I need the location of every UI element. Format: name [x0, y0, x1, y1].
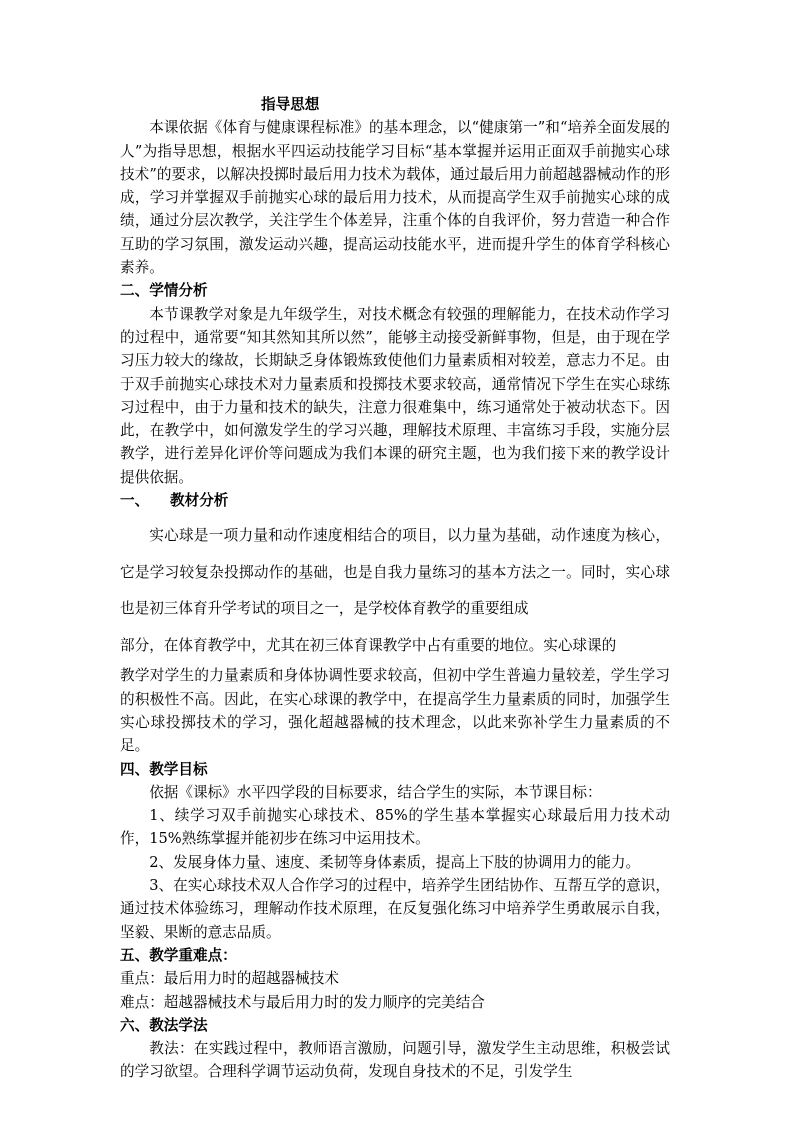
material-analysis-paragraph-wide-2: 部分，在体育教学中，尤其在初三体育课教学中占有重要的地位。实心球课的 — [120, 636, 617, 654]
material-analysis-paragraph-rest: 教学对学生的力量素质和身体协调性要求较高，但初中学生普遍力量较差，学生学习的积极性不高。因此，在实心球课的教学中，在提高学生力量素质的同时，加强学生实心球投掷技术的学习，强化超越器械的技术理念，以此来弥补学生力量素质的不足。 — [120, 667, 670, 755]
material-analysis-paragraph-wide: 实心球是一项力量和动作速度相结合的项目，以力量为基础，动作速度为核心，它是学习较复杂投掷动作的基础，也是自我力量练习的基本方法之一。同时，实心球也是初三体育升学考试的项目之一，是学校体育教学的重要组成 — [120, 527, 670, 618]
section-number: 一、 — [120, 492, 150, 510]
methods-paragraph: 教法：在实践过程中，教师语言激励，问题引导，激发学生主动思维，积极尝试的学习欲望。合理科学调节运动负荷，发现自身技术的不足，引发学生 — [120, 1040, 670, 1081]
key-point-text: 重点：最后用力时的超越器械技术 — [120, 970, 339, 988]
section-heading-key-points: 五、教学重难点： — [120, 946, 237, 964]
teaching-goal-item-3: 3、在实心球技术双人合作学习的过程中，培养学生团结协作、互帮互学的意识，通过技术体验练习，理解动作技术原理，在反复强化练习中培养学生勇敢展示自我，坚毅、果断的意志品质。 — [120, 877, 670, 941]
section-label: 教材分析 — [170, 492, 229, 510]
document-body — [120, 93, 670, 1084]
teaching-goal-item-1: 1、续学习双手前抛实心球技术、85%的学生基本掌握实心球最后用力技术动作，15%熟练掌握并能初步在练习中运用技术。 — [120, 807, 670, 848]
teaching-goal-item-2: 2、发展身体力量、速度、柔韧等身体素质，提高上下肢的协调用力的能力。 — [149, 853, 641, 871]
section-heading-learner-analysis: 二、学情分析 — [120, 282, 208, 300]
document-title: 指导思想 — [261, 96, 320, 113]
section-heading-material-analysis — [120, 489, 670, 512]
teaching-goals-intro: 依据《课标》水平四学段的目标要求，结合学生的实际，本节课目标： — [149, 783, 602, 801]
learner-analysis-paragraph: 本节课教学对象是九年级学生，对技术概念有较强的理解能力，在技术动作学习的过程中，通常要“知其然知其所以然”，能够主动接受新鲜事物，但是，由于现在学习压力较大的缘故，长期缺乏身体锻炼致使他们力量素质相对较差，意志力不足。由于双手前抛实心球技术对力量素质和投掷技术要求较高，通常情况下学生在实心球练习过程中，由于力量和技术的缺失，注意力很难集中，练习通常处于被动状态下。因此，在教学中，如何激发学生的学习兴趣，理解技术原理、丰富练习手段，实施分层教学，进行差异化评价等问题成为我们本课的研究主题，也为我们接下来的教学设计提供依据。 — [120, 305, 670, 486]
intro-paragraph: 本课依据《体育与健康课程标准》的基本理念，以“健康第一”和“培养全面发展的人”为指导思想，根据水平四运动技能学习目标“基本掌握并运用正面双手前抛实心球技术”的要求，以解决投掷时最后用力技术为载体，通过最后用力前超越器械动作的形成，学习并掌握双手前抛实心球的最后用力技术，从而提高学生双手前抛实心球的成绩，通过分层次教学，关注学生个体差异，注重个体的自我评价，努力营造一种合作互助的学习氛围，激发运动兴趣，提高运动技能水平，进而提升学生的体育学科核心素养。 — [120, 119, 670, 277]
section-heading-methods: 六、教法学法 — [120, 1016, 208, 1034]
difficult-point-text: 难点：超越器械技术与最后用力时的发力顺序的完美结合 — [120, 993, 485, 1011]
section-heading-teaching-goals: 四、教学目标 — [120, 760, 208, 778]
